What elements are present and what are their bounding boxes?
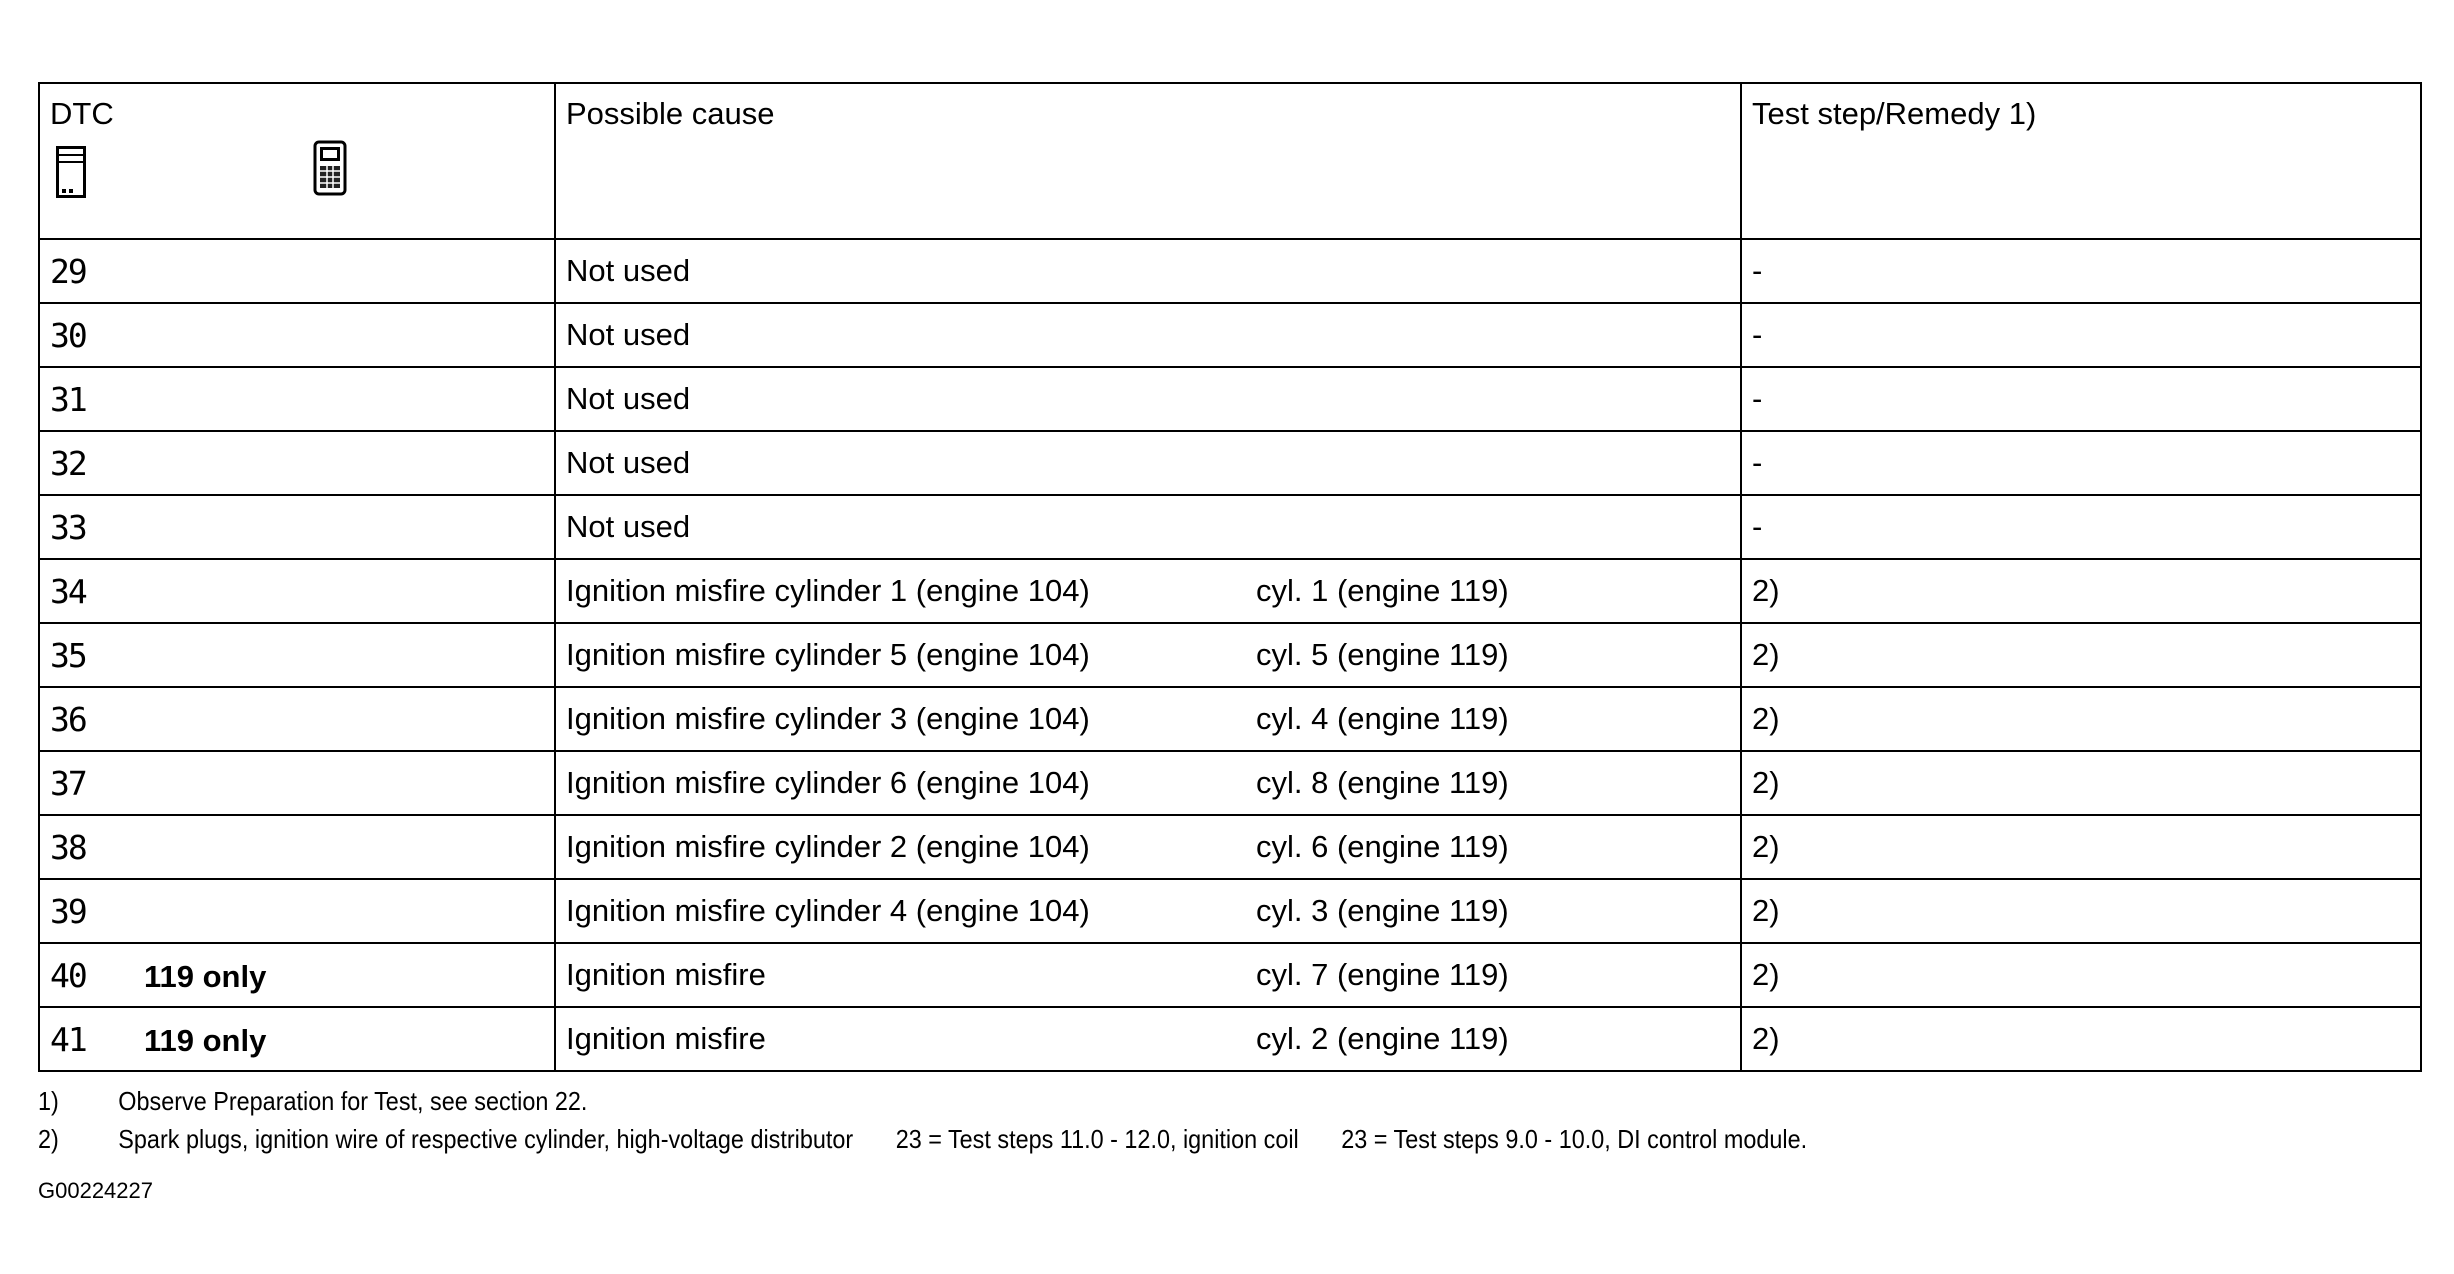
table-row: [39, 687, 2421, 751]
dtc-cell: [39, 879, 555, 943]
remedy-cell: -: [1741, 367, 2421, 431]
figure-id: G00224227: [38, 1178, 153, 1203]
dtc-note: 119 only: [144, 958, 267, 994]
cause-cell: [555, 239, 1741, 303]
cause-cell: [555, 943, 1741, 1007]
hand-held-tester-icon: [312, 140, 348, 196]
cause-cell: [555, 495, 1741, 559]
table-row: [39, 303, 2421, 367]
remedy-cell: 2): [1741, 943, 2421, 1007]
cause-text: Ignition misfire: [566, 957, 766, 992]
header-cause: Possible cause: [555, 83, 1741, 239]
remedy-cell: 2): [1741, 751, 2421, 815]
footnote-text-control-module: 23 = Test steps 9.0 - 10.0, DI control module.: [1341, 1124, 1808, 1154]
cause-text: Not used: [566, 509, 691, 544]
remedy-cell: 2): [1741, 559, 2421, 623]
dtc-code: 40: [50, 955, 86, 995]
footnote-text-ignition-coil: 23 = Test steps 11.0 - 12.0, ignition coil: [895, 1124, 1299, 1154]
dtc-code: 36: [50, 699, 86, 739]
cause-cell: [555, 879, 1741, 943]
remedy-cell: -: [1741, 431, 2421, 495]
remedy-cell: 2): [1741, 623, 2421, 687]
cause-cell: [555, 1007, 1741, 1071]
cause-text: Not used: [566, 445, 691, 480]
display-unit-icon: [56, 146, 86, 198]
cause-cylinder-119: cyl. 3 (engine 119): [1256, 893, 1509, 928]
footnotes: [38, 1086, 1807, 1162]
cause-cylinder-119: cyl. 1 (engine 119): [1256, 573, 1509, 608]
dtc-code: 30: [50, 315, 86, 355]
cause-text: Ignition misfire: [566, 1021, 766, 1056]
cause-cylinder-119: cyl. 5 (engine 119): [1256, 637, 1509, 672]
table-row: [39, 623, 2421, 687]
header-row: [39, 83, 2421, 239]
cause-cell: [555, 431, 1741, 495]
dtc-cell: [39, 303, 555, 367]
cause-text: Not used: [566, 253, 691, 288]
footnote-text: Observe Preparation for Test, see section 22.: [118, 1086, 588, 1116]
cause-text: Ignition misfire cylinder 5 (engine 104): [566, 637, 1090, 672]
dtc-note: 119 only: [144, 1022, 267, 1058]
table-row: [39, 239, 2421, 303]
cause-text: Not used: [566, 317, 691, 352]
cause-text: Not used: [566, 381, 691, 416]
dtc-code: 29: [50, 251, 86, 291]
dtc-cell: [39, 751, 555, 815]
dtc-cell: [39, 495, 555, 559]
cause-cell: [555, 367, 1741, 431]
dtc-code: 31: [50, 379, 86, 419]
footnote-2: [38, 1124, 1807, 1162]
cause-cell: [555, 687, 1741, 751]
cause-text: Ignition misfire cylinder 4 (engine 104): [566, 893, 1090, 928]
cause-text: Ignition misfire cylinder 3 (engine 104): [566, 701, 1090, 736]
dtc-cell: [39, 1007, 555, 1071]
dtc-code: 32: [50, 443, 86, 483]
cause-cylinder-119: cyl. 7 (engine 119): [1256, 957, 1509, 992]
cause-cell: [555, 559, 1741, 623]
cause-cell: [555, 303, 1741, 367]
cause-text: Ignition misfire cylinder 2 (engine 104): [566, 829, 1090, 864]
table-row: [39, 431, 2421, 495]
cause-cell: [555, 751, 1741, 815]
remedy-cell: 2): [1741, 815, 2421, 879]
footnote-text: Spark plugs, ignition wire of respective cylinder, high-voltage distributor: [118, 1124, 854, 1154]
cause-cylinder-119: cyl. 4 (engine 119): [1256, 701, 1509, 736]
dtc-cell: [39, 943, 555, 1007]
remedy-cell: -: [1741, 303, 2421, 367]
remedy-cell: -: [1741, 239, 2421, 303]
table-row: [39, 367, 2421, 431]
dtc-code: 33: [50, 507, 86, 547]
table-row: [39, 879, 2421, 943]
dtc-code: 39: [50, 891, 86, 931]
header-dtc: [39, 83, 555, 239]
remedy-cell: 2): [1741, 687, 2421, 751]
table-row: [39, 559, 2421, 623]
cause-text: Ignition misfire cylinder 6 (engine 104): [566, 765, 1090, 800]
footnote-number: 2): [38, 1124, 59, 1154]
dtc-code: 38: [50, 827, 86, 867]
dtc-cell: [39, 239, 555, 303]
footnote-1: [38, 1086, 1807, 1124]
dtc-cell: [39, 623, 555, 687]
dtc-cell: [39, 815, 555, 879]
cause-text: Ignition misfire cylinder 1 (engine 104): [566, 573, 1090, 608]
table-row: [39, 815, 2421, 879]
footnote-number: 1): [38, 1086, 59, 1116]
dtc-cell: [39, 687, 555, 751]
dtc-code: 34: [50, 571, 86, 611]
dtc-code: 41: [50, 1019, 86, 1059]
dtc-table: [38, 82, 2422, 1072]
cause-cylinder-119: cyl. 8 (engine 119): [1256, 765, 1509, 800]
cause-cell: [555, 623, 1741, 687]
header-dtc-label: DTC: [50, 96, 114, 131]
table-row: [39, 943, 2421, 1007]
remedy-cell: 2): [1741, 879, 2421, 943]
remedy-cell: -: [1741, 495, 2421, 559]
table-row: [39, 1007, 2421, 1071]
dtc-code: 37: [50, 763, 86, 803]
table-row: [39, 495, 2421, 559]
dtc-code: 35: [50, 635, 86, 675]
dtc-cell: [39, 431, 555, 495]
cause-cylinder-119: cyl. 6 (engine 119): [1256, 829, 1509, 864]
table-row: [39, 751, 2421, 815]
remedy-cell: 2): [1741, 1007, 2421, 1071]
header-remedy: Test step/Remedy 1): [1741, 83, 2421, 239]
dtc-cell: [39, 559, 555, 623]
dtc-cell: [39, 367, 555, 431]
cause-cell: [555, 815, 1741, 879]
cause-cylinder-119: cyl. 2 (engine 119): [1256, 1021, 1509, 1056]
